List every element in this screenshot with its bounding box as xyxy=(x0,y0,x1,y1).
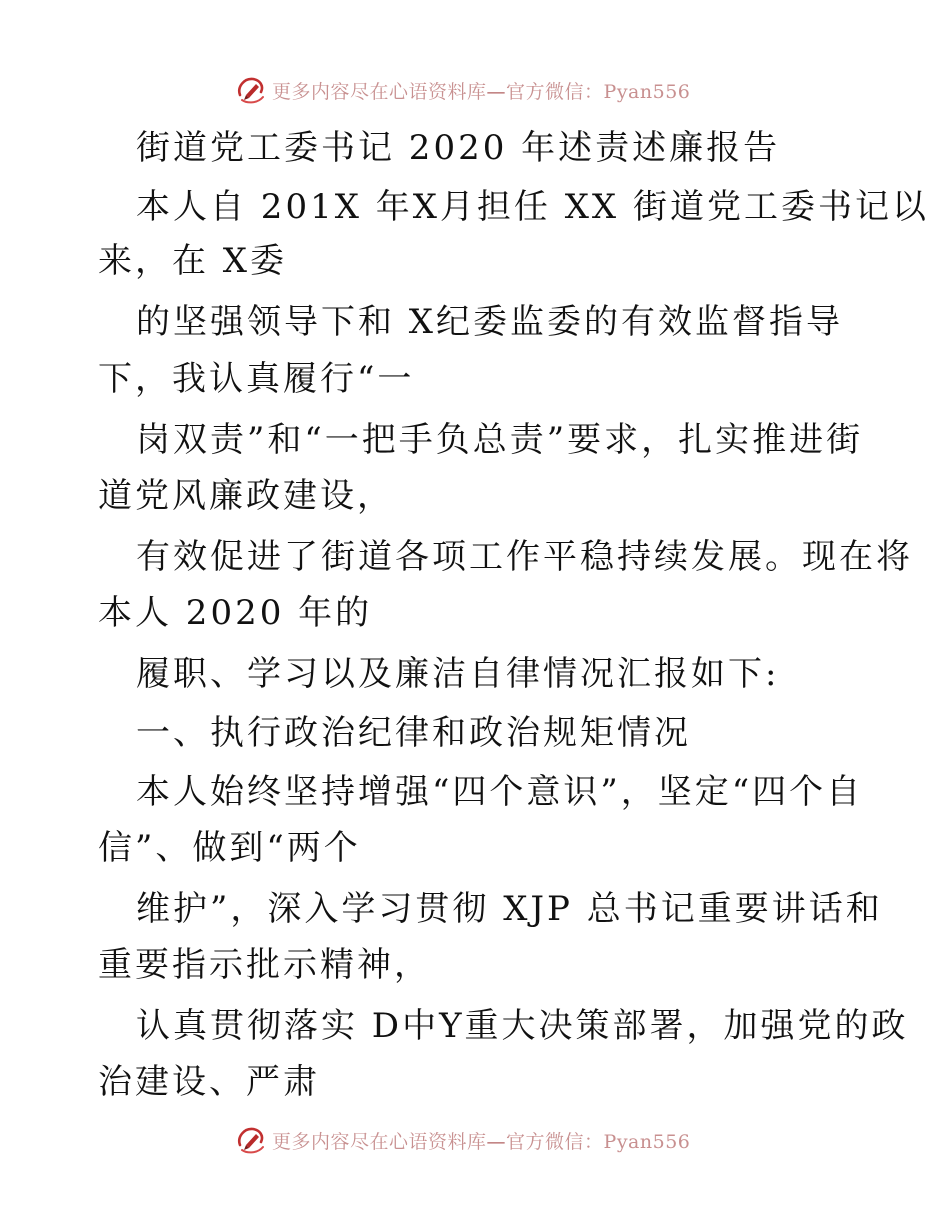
pen-swirl-logo-icon xyxy=(234,73,268,107)
paragraph-line: 的坚强领导下和 X纪委监委的有效监督指导 xyxy=(136,302,844,342)
paragraph-line: 认真贯彻落实 D中Y重大决策部署，加强党的政 xyxy=(136,1006,909,1046)
watermark-site-text: 更多内容尽在心语资料库 xyxy=(272,80,487,103)
paragraph-line: 维护”，深入学习贯彻 XJP 总书记重要讲话和 xyxy=(136,889,883,929)
paragraph-line: 重要指示批示精神， xyxy=(98,945,431,985)
paragraph-line: 信”、做到“两个 xyxy=(98,828,361,868)
document-title: 街道党工委书记 2020 年述责述廉报告 xyxy=(136,128,781,168)
watermark-wechat-label: 官方微信： xyxy=(506,80,604,103)
section-heading: 一、执行政治纪律和政治规矩情况 xyxy=(136,713,691,753)
paragraph-line: 道党风廉政建设， xyxy=(98,476,394,516)
paragraph-line: 治建设、严肃 xyxy=(98,1062,320,1102)
watermark-banner-bottom xyxy=(0,1120,950,1160)
watermark-banner-top xyxy=(0,70,950,110)
watermark-site-text: 更多内容尽在心语资料库 xyxy=(272,1130,487,1153)
watermark-separator: — xyxy=(486,80,507,103)
paragraph-line: 履职、学习以及廉洁自律情况汇报如下: xyxy=(136,654,780,694)
pen-swirl-logo-icon xyxy=(234,1123,268,1157)
paragraph-line: 本人始终坚持增强“四个意识”，坚定“四个自 xyxy=(136,772,864,812)
paragraph-line: 有效促进了街道各项工作平稳持续发展。现在将 xyxy=(136,537,913,577)
watermark-content xyxy=(234,70,690,110)
watermark-wechat-id: Pyan556 xyxy=(603,80,691,103)
watermark-wechat-id: Pyan556 xyxy=(603,1130,691,1153)
watermark-content xyxy=(234,1120,690,1160)
watermark-separator: — xyxy=(486,1130,507,1153)
paragraph-line: 本人自 201X 年X月担任 XX 街道党工委书记以 xyxy=(136,187,929,227)
watermark-wechat-label: 官方微信： xyxy=(506,1130,604,1153)
paragraph-line: 本人 2020 年的 xyxy=(98,593,373,633)
paragraph-line: 来，在 X委 xyxy=(98,241,288,281)
paragraph-line: 岗双责”和“一把手负总责”要求，扎实推进街 xyxy=(136,420,864,460)
paragraph-line: 下，我认真履行“一 xyxy=(98,359,415,399)
